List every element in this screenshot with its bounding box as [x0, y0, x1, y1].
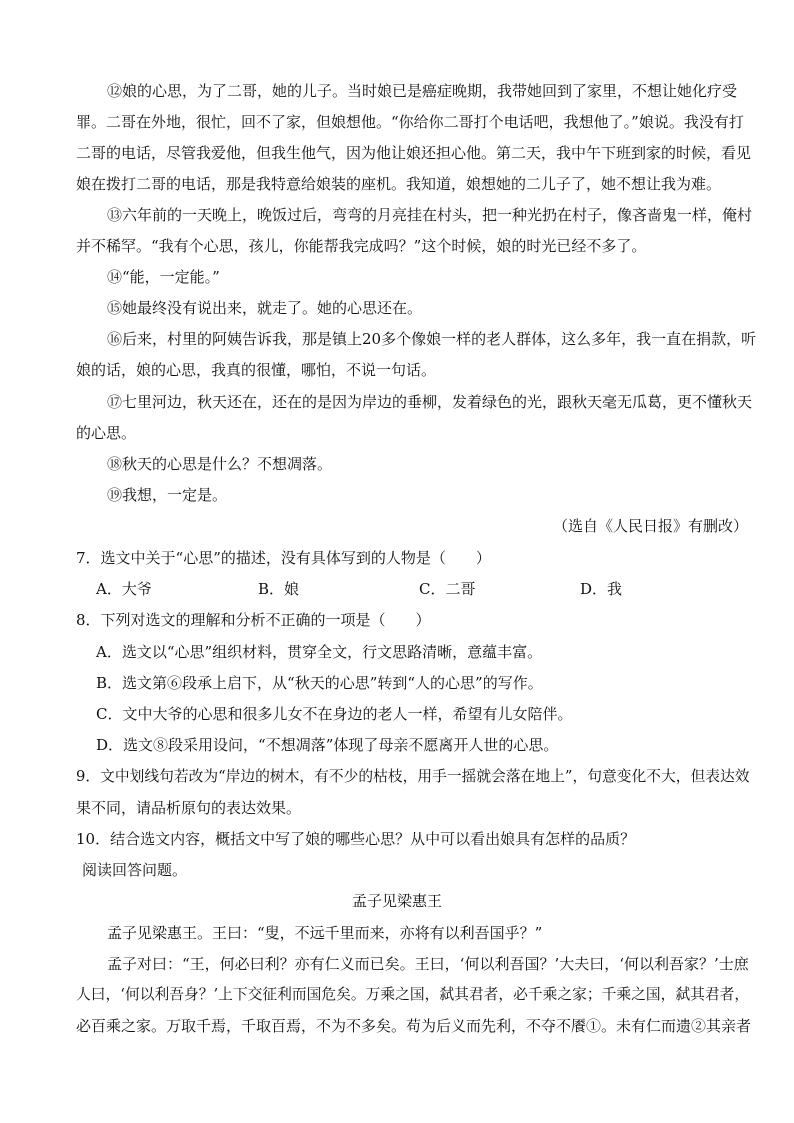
question-8: 8．下列对选文的理解和分析不正确的一项是（ ） [76, 611, 431, 629]
reading-paragraph-2-line: 必百乘之家。万取千焉，千取百焉，不为不多矣。苟为后义而先利，不夺不餍①。未有仁而遗②其亲者 [76, 1017, 752, 1035]
reading-paragraph-1: 孟子见梁惠王。王曰：“叟，不远千里而来，亦将有以利吾国乎？” [107, 924, 543, 942]
paragraph-15: ⑮她最终没有说出来，就走了。她的心思还在。 [107, 299, 423, 317]
paragraph-16-line: 娘的话，娘的心思，我真的很懂，哪怕，不说一句话。 [76, 361, 437, 379]
question-8-option-b: B．选文第⑥段承上启下，从“秋天的心思”转到“人的心思”的写作。 [96, 674, 543, 692]
reading-title: 孟子见梁惠王 [351, 892, 442, 910]
paragraph-16-line: ⑯后来，村里的阿姨告诉我，那是镇上20多个像娘一样的老人群体，这么多年，我一直在捐款，听 [107, 330, 757, 348]
paragraph-12-line: 罪。二哥在外地，很忙，回不了家，但娘想他。“你给你二哥打个电话吧，我想他了。”娘说。我没有打 [76, 113, 744, 131]
paragraph-19: ⑲我想，一定是。 [107, 486, 228, 504]
question-9-line: 果不同，请品析原句的表达效果。 [76, 799, 302, 817]
paragraph-18: ⑱秋天的心思是什么？不想凋落。 [107, 455, 333, 473]
question-8-option-c: C．文中大爷的心思和很多儿女不在身边的老人一样，希望有儿女陪伴。 [96, 705, 573, 723]
question-8-option-d: D．选文⑧段采用设问，“不想凋落”体现了母亲不愿离开人世的心思。 [96, 736, 559, 754]
paragraph-13-line: 并不稀罕。“我有个心思，孩儿，你能帮我完成吗？”这个时候，娘的时光已经不多了。 [76, 237, 647, 255]
option-c: C．二哥 [419, 580, 476, 598]
paragraph-12-line: 二哥的电话，尽管我爱他，但我生他气，因为他让娘还担心他。第二天，我中午下班到家的时候，看见 [76, 144, 752, 162]
source-note: （选自《人民日报》有删改） [552, 517, 748, 535]
question-8-option-a: A．选文以“心思”组织材料，贯穿全文，行文思路清晰，意蕴丰富。 [96, 643, 543, 661]
question-10: 10．结合选文内容，概括文中写了娘的哪些心思？从中可以看出娘具有怎样的品质？ [76, 830, 636, 848]
paragraph-12-line: ⑫娘的心思，为了二哥，她的儿子。当时娘已是癌症晚期，我带她回到了家里，不想让她化疗受 [107, 82, 738, 100]
reading-paragraph-2-line: 孟子对曰：“王，何必曰利？亦有仁义而已矣。王曰，‘何以利吾国？’大夫曰，‘何以利吾家？’士庶 [107, 955, 749, 973]
option-d: D．我 [580, 580, 623, 598]
option-a: A．大爷 [96, 580, 152, 598]
option-b: B．娘 [258, 580, 300, 598]
reading-intro: 阅读回答问题。 [82, 861, 188, 879]
paragraph-12-line: 娘在拨打二哥的电话，那是我特意给娘装的座机。我知道，娘想她的二儿子了，她不想让我为难。 [76, 175, 722, 193]
paragraph-17-line: ⑰七里河边，秋天还在，还在的是因为岸边的垂柳，发着绿色的光，跟秋天毫无瓜葛，更不懂秋天 [107, 393, 753, 411]
paragraph-13-line: ⑬六年前的一天晚上，晚饭过后，弯弯的月亮挂在村头，把一种光扔在村子，像吝啬鬼一样，俺村 [107, 206, 753, 224]
question-7: 7．选文中关于“心思”的描述，没有具体写到的人物是（ ） [76, 549, 491, 567]
reading-paragraph-2-line: 人曰，‘何以利吾身？’上下交征利而国危矣。万乘之国，弑其君者，必千乘之家；千乘之国，弑其君者， [76, 986, 750, 1003]
paragraph-14: ⑭“能，一定能。” [107, 268, 220, 286]
paragraph-17-line: 的心思。 [76, 424, 137, 442]
question-9-line: 9．文中划线句若改为“岸边的树木，有不少的枯枝，用手一摇就会落在地上”，句意变化不大，但表达效 [76, 768, 750, 785]
